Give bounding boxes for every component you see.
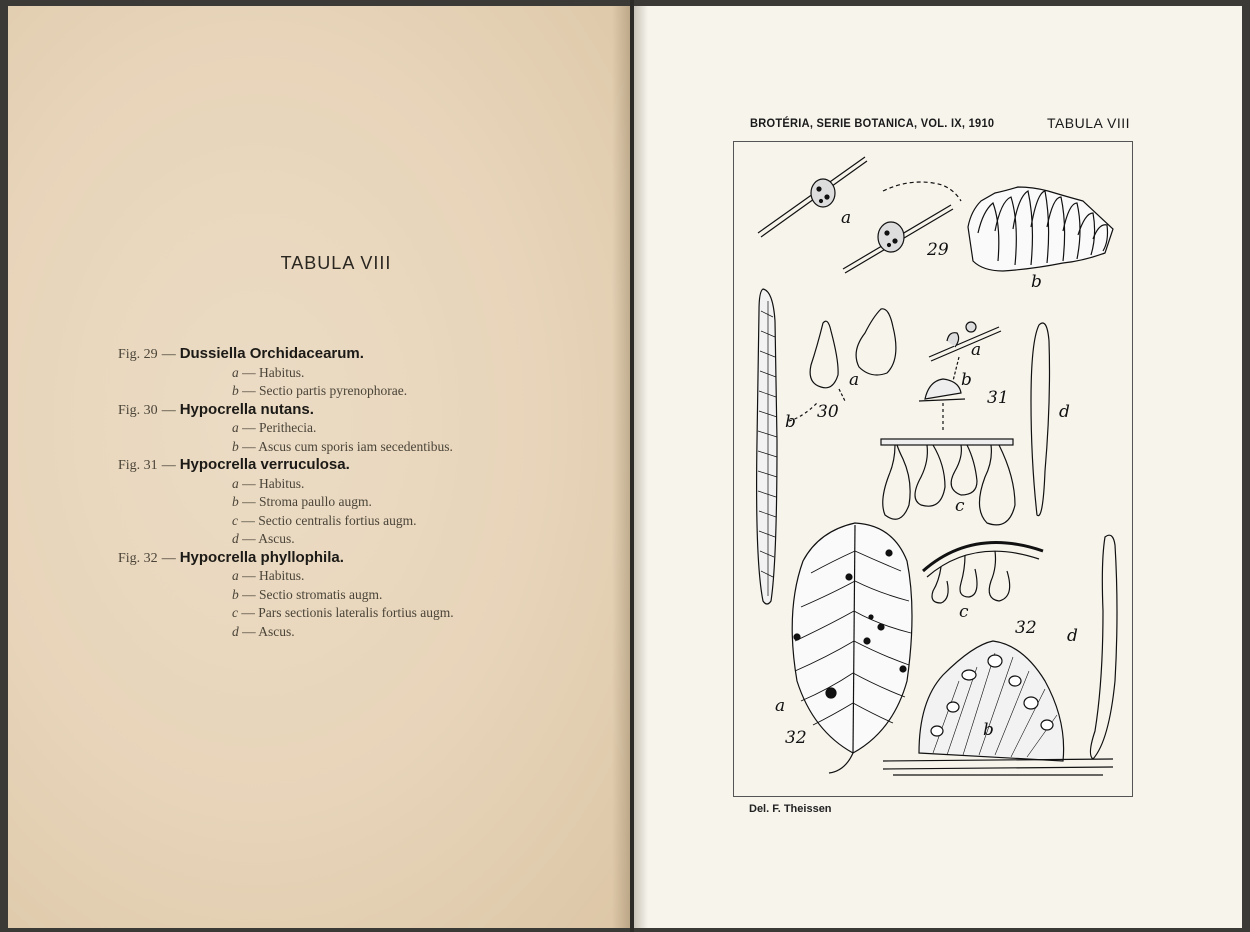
figure-31-heading: Fig. 31 — Hypocrella verruculosa. [118, 456, 350, 473]
fig32-leaf-drawing [792, 523, 912, 773]
figure-item: b — Sectio stromatis augm. [232, 586, 383, 602]
figure-item: c — Sectio centralis fortius augm. [232, 512, 417, 528]
figure-legend [118, 345, 538, 641]
figure-label: Fig. 30 [118, 402, 158, 418]
figure-label: Fig. 31 [118, 458, 158, 473]
legend-title: TABULA VIII [280, 253, 392, 273]
figure-item: b — Stroma paullo augm. [232, 494, 372, 509]
species-name: Dussiella Orchidacearum. [179, 345, 364, 362]
fig29-section-drawing [968, 187, 1113, 271]
figure-item: c — Pars sectionis lateralis fortius augm. [232, 605, 454, 620]
plate-label: c [955, 496, 965, 516]
fig31-section-drawing [881, 439, 1015, 525]
fig31-habitus-drawing [919, 322, 1001, 431]
plate-label: c [959, 602, 969, 622]
journal-series: BROTÉRIA, SERIE BOTANICA, VOL. IX, 1910 [750, 116, 995, 130]
figure-item: a — Perithecia. [232, 420, 317, 435]
fig32-d-ascus-drawing [1090, 535, 1117, 759]
figure-30-heading: Fig. 30 — Hypocrella nutans. [118, 400, 314, 418]
plate-label: 29 [927, 240, 949, 260]
plate-label: 30 [817, 402, 839, 422]
figure-item: d — Ascus. [232, 531, 295, 546]
figure-item: b — Ascus cum sporis iam secedentibus. [232, 438, 453, 454]
botanical-plate-drawing [733, 141, 1131, 795]
species-name: Hypocrella phyllophila. [179, 548, 344, 566]
species-name: Hypocrella nutans. [179, 400, 314, 418]
fig32-b-stroma-drawing [883, 641, 1113, 775]
plate-label: 31 [987, 388, 1009, 408]
figure-32-heading: Fig. 32 — Hypocrella phyllophila. [118, 548, 344, 566]
figure-item: a — Habitus. [232, 364, 305, 380]
fig32-c-section-drawing [923, 543, 1043, 603]
fig31-d-ascus-drawing [1031, 323, 1050, 516]
plate-label: b [983, 720, 994, 740]
figure-item: b — Sectio partis pyrenophorae. [232, 383, 408, 398]
figure-item: a — Habitus. [232, 475, 305, 491]
plate-header [750, 113, 1130, 133]
plate-label: b [785, 412, 796, 432]
species-name: Hypocrella verruculosa. [179, 456, 350, 473]
figure-item: d — Ascus. [232, 623, 295, 639]
plate-label: b [1031, 272, 1042, 292]
figure-29-heading: Fig. 29 — Dussiella Orchidacearum. [118, 345, 364, 362]
plate-label: b [961, 370, 972, 390]
plate-label: 32 [1015, 618, 1037, 638]
plate-label: d [1059, 402, 1070, 422]
plate-label: a [849, 370, 860, 390]
plate-label: a [841, 208, 852, 228]
figure-item: a — Habitus. [232, 568, 305, 583]
plate-title: TABULA VIII [1046, 115, 1130, 131]
plate-label: d [1067, 626, 1078, 646]
figure-label: Fig. 32 [118, 550, 158, 566]
illustrator-credit: Del. F. Theissen [749, 803, 832, 815]
plate-label: 32 [785, 728, 807, 748]
plate-label: a [775, 696, 786, 716]
figure-label: Fig. 29 [118, 347, 158, 362]
plate-label: a [971, 340, 982, 360]
